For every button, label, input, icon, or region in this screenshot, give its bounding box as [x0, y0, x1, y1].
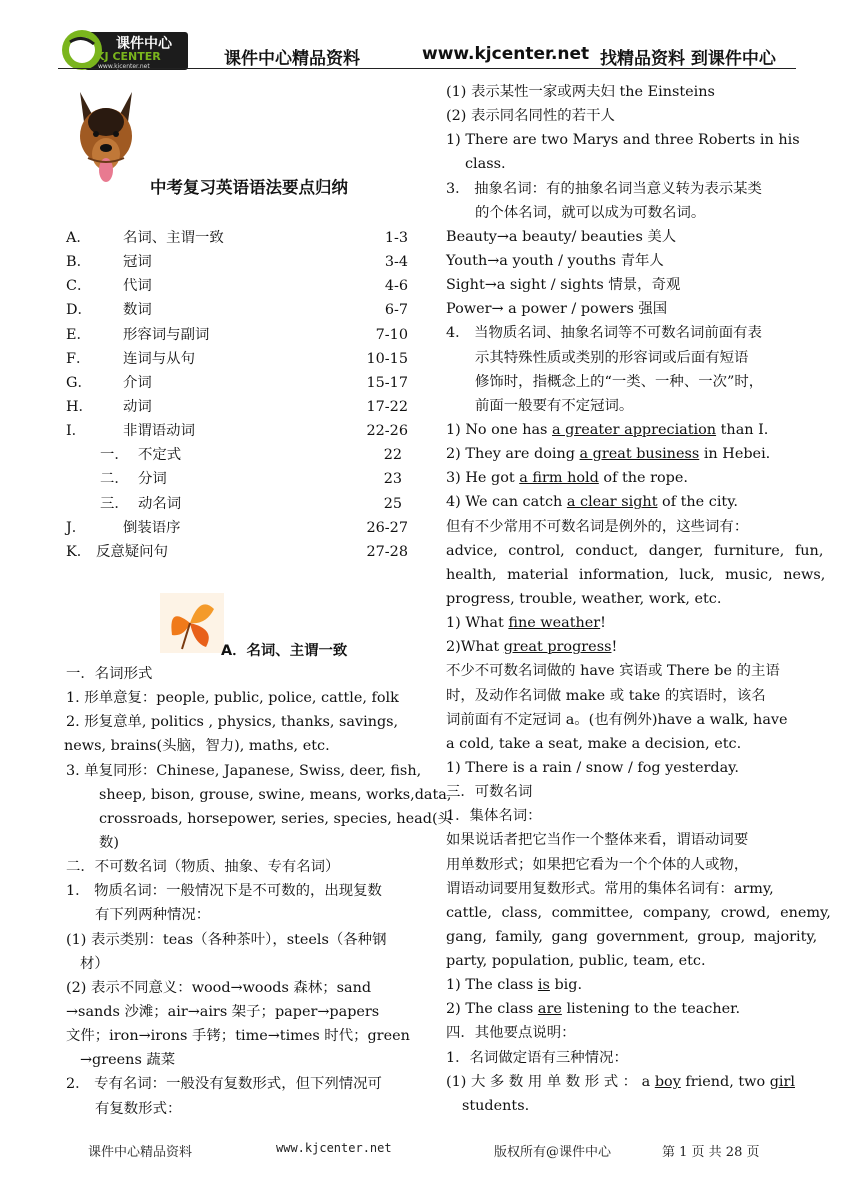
text-line: 4． 当物质名词、抽象名词等不可数名词前面有表	[446, 325, 762, 342]
example-line: 1) No one has a greater appreciation than I.	[446, 421, 769, 438]
dog-image	[72, 88, 140, 188]
text-line: 1. 形单意复：people, public, police, cattle, folk	[66, 690, 399, 707]
toc-label: 数词	[123, 302, 152, 319]
toc-label: 代词	[123, 278, 152, 295]
text-line: 3． 抽象名词：有的抽象名词当意义转为表示某类	[446, 180, 762, 197]
toc-pages: 1-3	[384, 230, 408, 246]
text-line: Power→ a power / powers 强国	[446, 301, 668, 318]
text-line: 四．其他要点说明：	[446, 1025, 576, 1042]
text-line: 材）	[80, 955, 109, 972]
toc-label: 不定式	[138, 447, 182, 464]
toc-label: 分词	[138, 471, 167, 488]
toc-pages: 22	[383, 447, 402, 464]
toc-item	[66, 347, 408, 371]
text-line: cattle, class, committee, company, crowd, enemy,	[446, 904, 831, 921]
text-line: 谓语动词要用复数形式。常用的集体名词有：army,	[446, 880, 774, 897]
text-line: 词前面有不定冠词 a。(也有例外)have a walk, have	[446, 711, 788, 728]
text-line: 示其特殊性质或类别的形容词或后面有短语	[475, 349, 749, 366]
table-of-contents	[66, 226, 408, 564]
footer-page-number: 第 1 页 共 28 页	[662, 1145, 760, 1160]
toc-item	[66, 226, 408, 250]
toc-item	[66, 371, 408, 395]
text-line: sheep, bison, grouse, swine, means, works,data,	[99, 786, 452, 803]
toc-item	[66, 492, 408, 516]
toc-pages: 27-28	[366, 543, 408, 560]
text-line: 一．名词形式	[66, 666, 153, 682]
toc-pages: 15-17	[366, 374, 408, 391]
example-line: 2)What great progress!	[446, 639, 618, 656]
toc-pages: 6-7	[384, 302, 408, 319]
example-line: (1) 大 多 数 用 单 数 形 式 ： a boy friend, two girl	[446, 1073, 795, 1090]
example-line: 3) He got a firm hold of the rope.	[446, 470, 688, 487]
toc-label: 动名词	[138, 495, 182, 512]
example-line: 1) The class is big.	[446, 977, 583, 994]
left-column	[64, 662, 452, 1121]
text-line: Beauty→a beauty/ beauties 美人	[446, 228, 677, 245]
toc-label: 连词与从句	[123, 350, 195, 367]
toc-item	[66, 274, 408, 298]
text-line: a cold, take a seat, make a decision, etc.	[446, 735, 742, 752]
toc-item	[66, 467, 408, 491]
example-line: 1) What fine weather!	[446, 615, 606, 632]
toc-pages: 10-15	[366, 350, 408, 367]
text-line: party, population, public, team, etc.	[446, 953, 706, 970]
toc-pages: 3-4	[384, 254, 408, 271]
toc-letter: F．	[66, 350, 91, 367]
text-line: 有复数形式：	[95, 1100, 182, 1117]
text-line: 不少不可数名词做的 have 宾语或 There be 的主语	[446, 663, 780, 680]
header-left-text: 课件中心精品资料	[224, 49, 360, 69]
text-line: crossroads, horsepower, series, species, head(头	[99, 810, 452, 827]
leaf-image	[160, 593, 224, 653]
svg-text:www.kjcenter.net: www.kjcenter.net	[98, 63, 150, 70]
toc-label: 形容词与副词	[123, 326, 210, 343]
toc-item	[66, 323, 408, 347]
toc-letter: 三．	[100, 495, 129, 512]
text-line: 2． 专有名词：一般没有复数形式，但下列情况可	[66, 1076, 382, 1093]
text-line: 1) There is a rain / snow / fog yesterday.	[446, 759, 739, 776]
toc-item	[66, 540, 408, 564]
toc-letter: 一．	[100, 447, 129, 464]
header-url: www.kjcenter.net	[422, 44, 590, 64]
text-line: 3. 单复同形：Chinese, Japanese, Swiss, deer, fish,	[66, 762, 422, 779]
toc-label: 倒装语序	[123, 519, 181, 536]
text-line: →greens 蔬菜	[80, 1052, 176, 1069]
toc-item	[66, 250, 408, 274]
text-line: 数)	[99, 834, 120, 851]
example-line: 4) We can catch a clear sight of the city.	[446, 494, 739, 511]
text-line: 但有不少常用不可数名词是例外的，这些词有：	[446, 518, 749, 535]
text-line: →sands 沙滩；air→airs 架子；paper→papers	[66, 1003, 380, 1020]
toc-label: 冠词	[123, 254, 152, 271]
toc-item	[66, 419, 408, 443]
text-line: 文件；iron→irons 手铐；time→times 时代；green	[66, 1028, 410, 1045]
text-line: (2) 表示同名同性的若干人	[446, 108, 615, 125]
text-line: 2. 形复意单, politics , physics, thanks, savings,	[66, 714, 399, 731]
text-line: news, brains(头脑，智力), maths, etc.	[64, 738, 330, 755]
header-rule	[58, 68, 796, 69]
toc-letter: G．	[66, 374, 92, 391]
right-column	[446, 80, 831, 1118]
text-line: (2) 表示不同意义：wood→woods 森林；sand	[66, 979, 372, 996]
toc-letter: B．	[66, 254, 91, 271]
text-line: 前面一般要有不定冠词。	[475, 397, 634, 414]
text-line: 1．名词做定语有三种情况：	[446, 1049, 628, 1066]
svg-text:KJ CENTER: KJ CENTER	[96, 50, 161, 63]
header-right-text: 找精品资料 到课件中心	[600, 49, 776, 69]
toc-label: 介词	[123, 374, 152, 391]
toc-letter: J．	[66, 519, 87, 536]
text-line: (1) 表示某性一家或两夫妇 the Einsteins	[446, 84, 715, 100]
toc-letter: E．	[66, 326, 91, 343]
svg-text:课件中心: 课件中心	[116, 36, 172, 52]
toc-item	[66, 395, 408, 419]
toc-pages: 22-26	[366, 423, 408, 440]
toc-item	[66, 298, 408, 322]
toc-letter: I．	[66, 423, 87, 440]
text-line: 有下列两种情况：	[95, 907, 211, 924]
footer-copyright: 版权所有@课件中心	[494, 1145, 612, 1160]
toc-item	[66, 516, 408, 540]
example-line: 2) They are doing a great business in Hebei.	[446, 446, 771, 463]
text-line: Youth→a youth / youths 青年人	[446, 252, 664, 269]
text-line: 用单数形式；如果把它看为一个个体的人或物，	[446, 856, 749, 873]
toc-label: 动词	[123, 398, 152, 415]
toc-letter: A．	[66, 230, 91, 246]
text-line: 1) There are two Marys and three Roberts in his	[446, 132, 800, 149]
toc-pages: 26-27	[366, 519, 408, 536]
text-line: 二．不可数名词（物质、抽象、专有名词）	[66, 859, 340, 876]
toc-pages: 4-6	[384, 278, 408, 295]
toc-label: 非谓语动词	[123, 423, 195, 440]
text-line: 1． 物质名词：一般情况下是不可数的，出现复数	[66, 883, 382, 900]
text-line: 如果说话者把它当作一个整体来看，谓语动词要	[446, 832, 749, 849]
footer-left-text: 课件中心精品资料	[88, 1145, 193, 1160]
toc-label: 名词、主谓一致	[123, 230, 224, 246]
toc-pages: 7-10	[375, 326, 408, 343]
toc-letter: H．	[66, 398, 93, 415]
toc-pages: 17-22	[366, 398, 408, 415]
text-line: 修饰时，指概念上的“一类、一种、一次”时，	[475, 373, 764, 390]
text-line: students.	[462, 1097, 530, 1114]
toc-letter: K．	[66, 543, 92, 560]
text-line: Sight→a sight / sights 情景，奇观	[446, 277, 681, 294]
toc-letter: 二．	[100, 471, 129, 488]
text-line: progress, trouble, weather, work, etc.	[446, 590, 722, 607]
text-line: class.	[465, 156, 506, 173]
toc-label: 反意疑问句	[96, 543, 168, 560]
text-line: 的个体名词，就可以成为可数名词。	[475, 204, 706, 221]
text-line: advice, control, conduct, danger, furniture, fun,	[446, 542, 824, 559]
text-line: 三．可数名词	[446, 784, 533, 801]
example-line: 2) The class are listening to the teacher.	[446, 1001, 741, 1018]
text-line: gang, family, gang government, group, majority,	[446, 928, 818, 945]
page-title: 中考复习英语语法要点归纳	[150, 178, 348, 197]
toc-letter: D．	[66, 302, 92, 319]
text-line: 时，及动作名词做 make 或 take 的宾语时，该名	[446, 687, 766, 704]
toc-pages: 23	[383, 471, 402, 488]
section-a-title: A．名词、主谓一致	[221, 643, 348, 659]
text-line: (1) 表示类别：teas（各种茶叶），steels（各种钢	[66, 931, 387, 948]
toc-pages: 25	[383, 495, 402, 512]
footer-url: www.kjcenter.net	[276, 1141, 392, 1155]
text-line: health, material information, luck, music, news,	[446, 566, 826, 583]
toc-letter: C．	[66, 278, 92, 295]
text-line: 1．集体名词：	[446, 808, 542, 825]
toc-item	[66, 443, 408, 467]
